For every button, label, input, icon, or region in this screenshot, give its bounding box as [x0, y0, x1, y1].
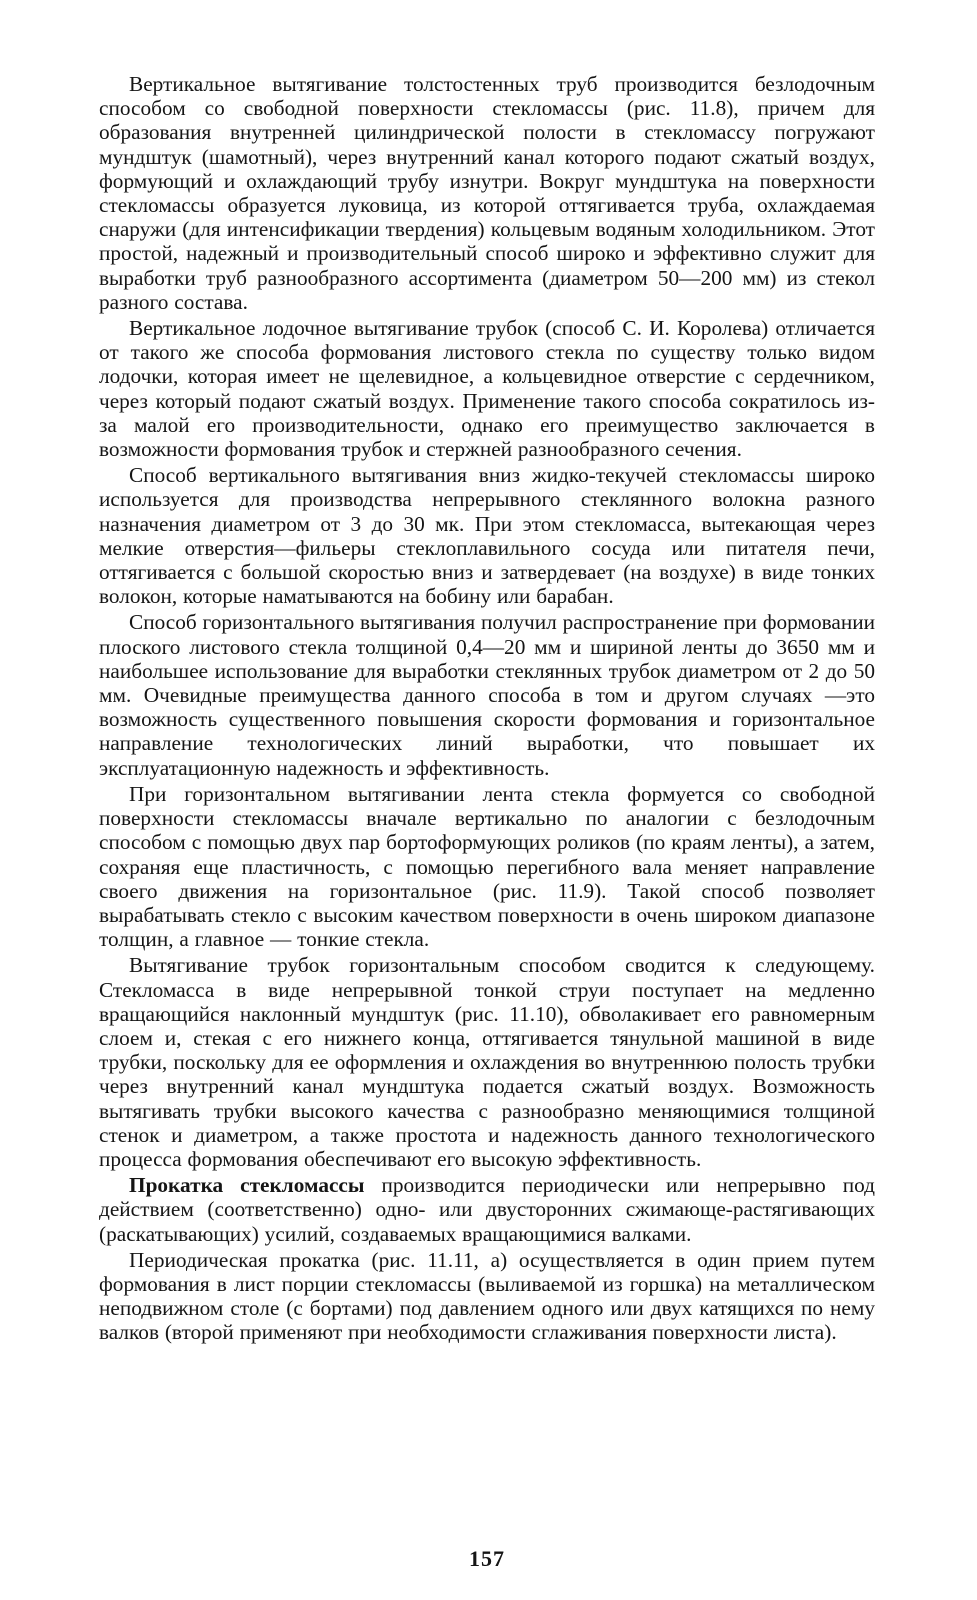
paragraph-periodic-rolling: Периодическая прокатка (рис. 11.11, а) осуществляется в один прием путем формования в лист порции стекломассы (выливаемой из горшка) на металлическом неподвижном столе (с бортами) под давлением одного или двух катящихся по нему валков (второй применяют при необходимости сглаживания поверхности листа). [99, 1247, 875, 1345]
rolling-description: производится периодически или непрерывно под действием (соответственно) одно- или двусторонних сжимающе-растягивающих (раскатывающих) усилий, создаваемых вращающимися валками. [99, 1173, 875, 1246]
paragraph-horizontal-tube-drawing: Вытягивание трубок горизонтальным способом сводится к следующему. Стекломасса в виде непрерывной тонкой струи поступает на медленно вращающийся наклонный мундштук (рис. 11.10), обволакивает его равномерным слоем и, стекая с его нижнего конца, оттягивается тянульной машиной в виде трубки, поскольку для ее оформления и охлаждения во внутреннюю полость трубки через внутренний канал мундштука подается сжатый воздух. Возможность вытягивать трубки высокого качества с разнообразно меняющимися толщиной стенок и диаметром, а также простота и надежность данного технологического процесса формования обеспечивают его высокую эффективность. [99, 953, 875, 1171]
paragraph-horizontal-drawing: Способ горизонтального вытягивания получил распространение при формовании плоского листового стекла толщиной 0,4—20 мм и шириной ленты до 3650 мм и наибольшее использование для выработки стеклянных трубок диаметром от 2 до 50 мм. Очевидные преимущества данного способа в том и другом случаях —это возможность существенного повышения скорости формования и горизонтальное направление технологических линий выработки, что повышает их эксплуатационную надежность и эффективность. [99, 610, 876, 780]
page-number: 157 [469, 1546, 505, 1571]
paragraph-horizontal-sheet-forming: При горизонтальном вытягивании лента стекла формуется со свободной поверхности стекломассы вначале вертикально по аналогии с безлодочным способом с помощью двух пар бортоформующих роликов (по краям ленты), а затем, сохраняя еще пластичность, с помощью перегибного вала меняет направление своего движения на горизонтальное (рис. 11.9). Такой способ позволяет вырабатывать стекло с высоким качеством поверхности в очень широком диапазоне толщин, а главное — тонкие стекла. [99, 781, 875, 952]
paragraph-downward-fiber-drawing: Способ вертикального вытягивания вниз жидко-текучей стекломассы широко используется для производства непрерывного стеклянного волокна разного назначения диаметром от 3 до 30 мк. При этом стекломасса, вытекающая через мелкие отверстия—фильеры стеклоплавильного сосуда или питателя печи, оттягивается с большой скоростью вниз и затвердевает (на воздухе) в виде тонких волокон, которые наматываются на бобину или барабан. [99, 463, 875, 609]
rolling-term: Прокатка стекломассы [129, 1173, 365, 1198]
book-page [99, 72, 876, 1571]
paragraph-glass-rolling [99, 1173, 875, 1246]
paragraph-vertical-boat-drawing: Вертикальное лодочное вытягивание трубок (способ С. И. Королева) отличается от такого же способа формования листового стекла по существу только видом лодочки, которая имеет не щелевидное, а кольцевидное отверстие с сердечником, через который подают сжатый воздух. Применение такого способа сократилось из-за малой его производительности, однако его преимущество заключается в возможности формования трубок и стержней разнообразного сечения. [99, 316, 875, 462]
paragraph-vertical-thick-tubes: Вертикальное вытягивание толстостенных труб производится безлодочным способом со свободной поверхности стекломассы (рис. 11.8), причем для образования внутренней цилиндрической полости в стекломассу погружают мундштук (шамотный), через внутренний канал которого подают сжатый воздух, формующий и охлаждающий трубу изнутри. Вокруг мундштука на поверхности стекломассы образуется луковица, из которой оттягивается труба, охлаждаемая снаружи (для интенсификации твердения) кольцевым водяным холодильником. Этот простой, надежный и производительный способ широко и эффективно служит для выработки труб разнообразного ассортимента (диаметром 50—200 мм) из стекол разного состава. [99, 72, 875, 314]
